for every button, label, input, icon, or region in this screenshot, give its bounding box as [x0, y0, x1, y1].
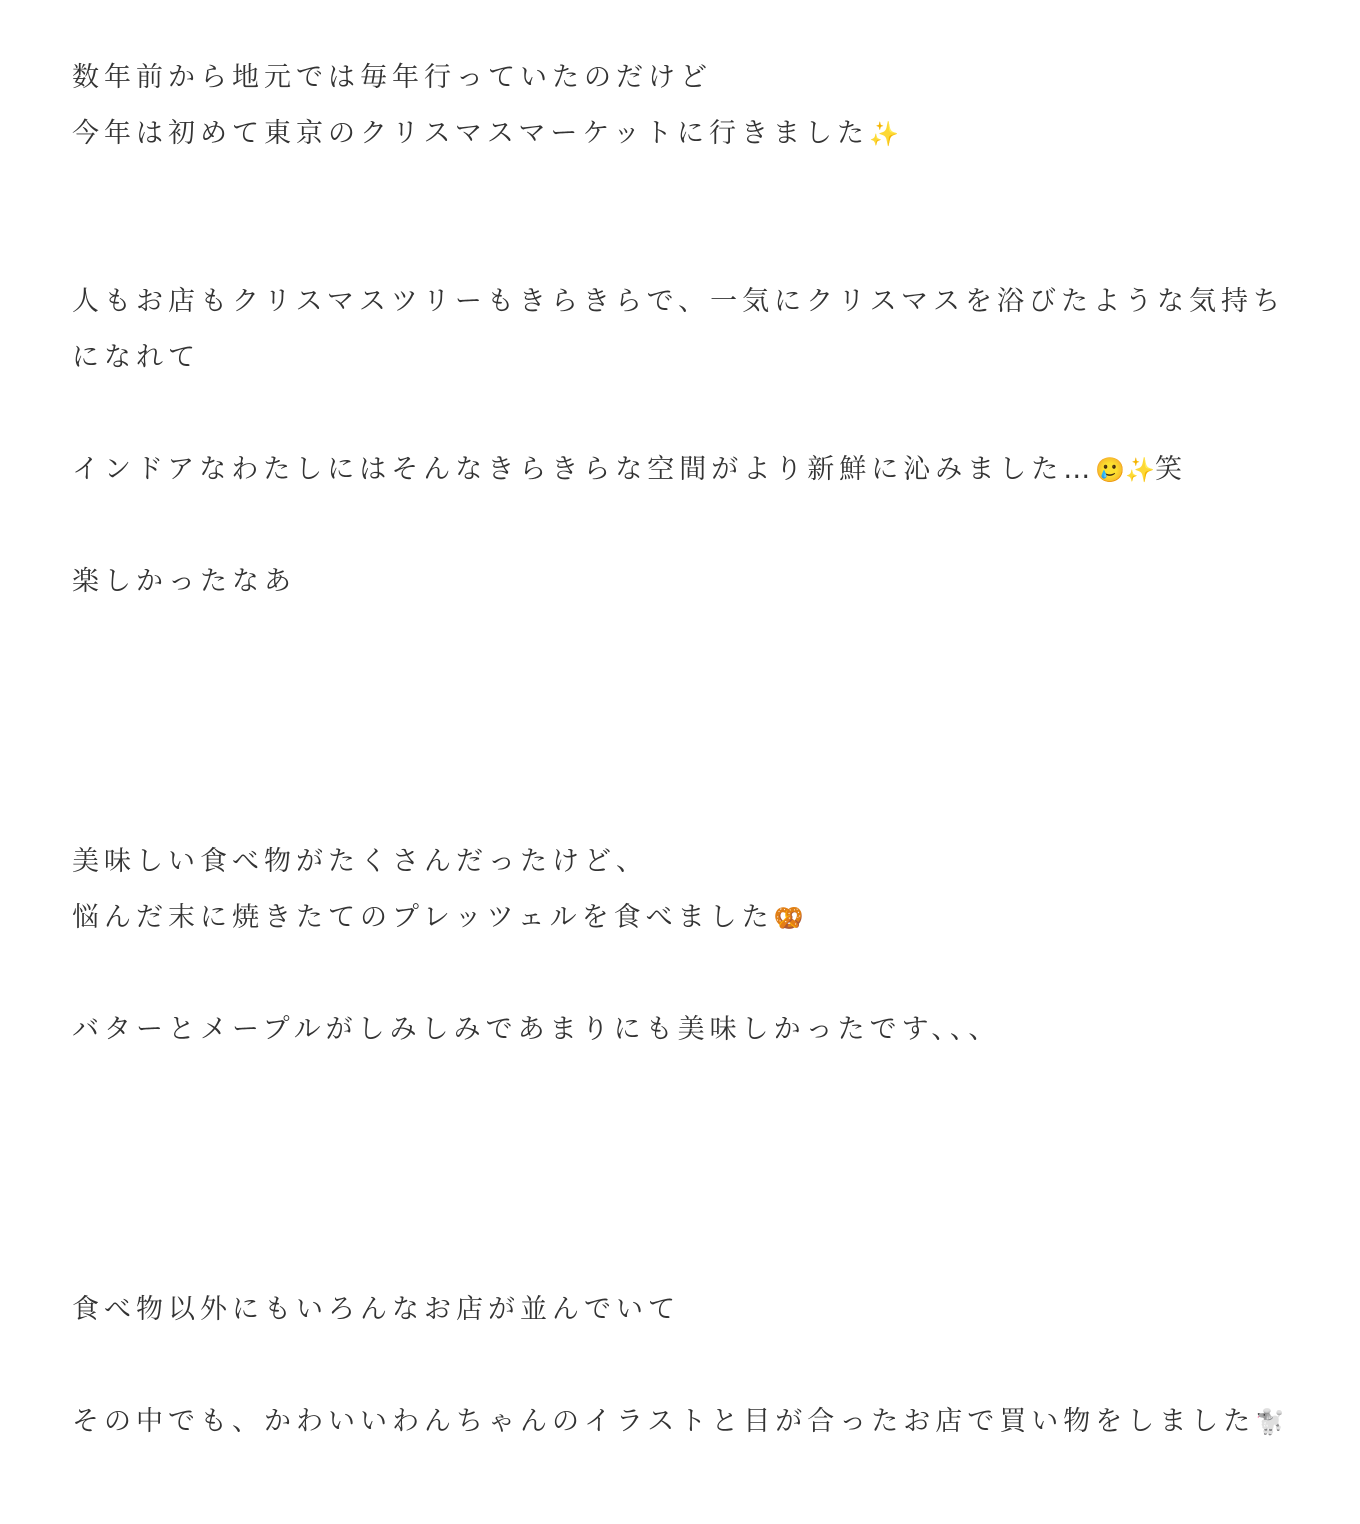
paragraph-line — [72, 834, 1302, 890]
pretzel-icon: 🥨 — [773, 904, 804, 932]
paragraph-line — [72, 890, 1302, 946]
text: 人もお店もクリスマスツリーもきらきらで、一気にクリスマスを浴びたような気持ちになれて — [72, 286, 1286, 373]
text: 数年前から地元では毎年行っていたのだけど — [72, 62, 712, 93]
paragraph-line — [72, 106, 1302, 162]
text: 美味しい食べ物がたくさんだったけど、 — [72, 846, 648, 877]
paragraph-line — [72, 554, 1302, 610]
spacer — [72, 946, 1302, 1002]
text: 楽しかったなあ — [72, 566, 296, 597]
spacer — [72, 1338, 1302, 1394]
smiling-face-with-tear-icon: 🥲 — [1095, 456, 1126, 484]
sparkles-icon: ✨ — [869, 120, 899, 148]
poodle-icon: 🐩 — [1255, 1408, 1286, 1436]
text: 笑 — [1154, 454, 1187, 485]
spacer — [72, 778, 1302, 834]
text: インドアなわたしにはそんなきらきらな空間がより新鮮に沁みました… — [72, 454, 1096, 485]
text: 悩んだ末に焼きたてのプレッツェルを食べました — [72, 902, 774, 933]
spacer — [72, 1058, 1302, 1114]
paragraph-line — [72, 442, 1302, 498]
spacer — [72, 1226, 1302, 1282]
paragraph-line — [72, 50, 1302, 106]
text: その中でも、かわいいわんちゃんのイラストと目が合ったお店で買い物をしました — [72, 1406, 1256, 1437]
spacer — [72, 1170, 1302, 1226]
spacer — [72, 218, 1302, 274]
paragraph-line — [72, 1002, 1302, 1058]
paragraph-line — [72, 1282, 1302, 1338]
spacer — [72, 162, 1302, 218]
sparkles-icon: ✨ — [1125, 456, 1155, 484]
spacer — [72, 610, 1302, 666]
spacer — [72, 666, 1302, 722]
spacer — [72, 386, 1302, 442]
text: バターとメープルがしみしみであまりにも美味しかったです、、、 — [72, 1014, 1001, 1045]
spacer — [72, 1114, 1302, 1170]
paragraph-line — [72, 274, 1302, 386]
paragraph-line — [72, 1394, 1302, 1450]
article-body — [72, 50, 1302, 1450]
text: 今年は初めて東京のクリスマスマーケットに行きました — [72, 118, 870, 149]
spacer — [72, 722, 1302, 778]
spacer — [72, 498, 1302, 554]
text: 食べ物以外にもいろんなお店が並んでいて — [72, 1294, 680, 1325]
